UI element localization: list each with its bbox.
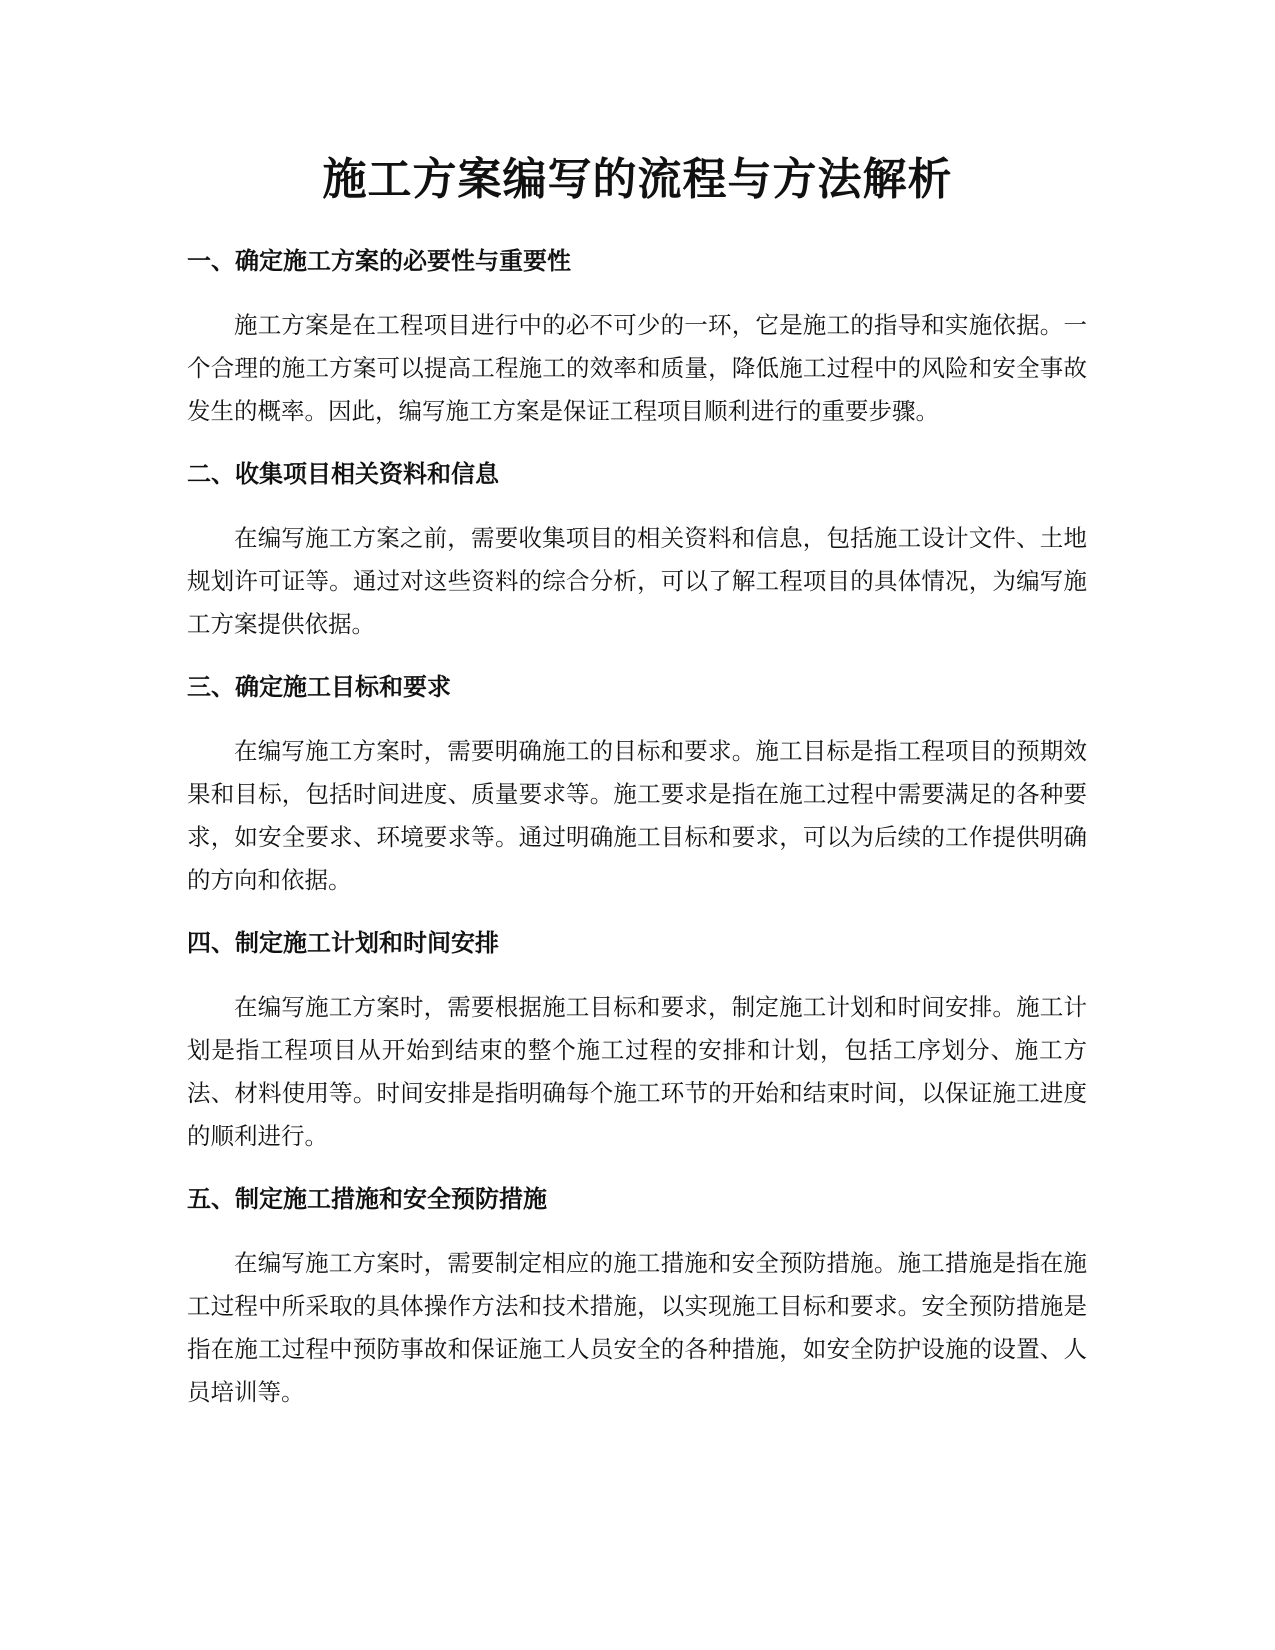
section-heading: 三、确定施工目标和要求 [187, 673, 451, 701]
document-body [187, 244, 1087, 1438]
section-paragraph: 在编写施工方案之前，需要收集项目的相关资料和信息，包括施工设计文件、土地规划许可证等。通过对这些资料的综合分析，可以了解工程项目的具体情况，为编写施工方案提供依据。 [187, 524, 1087, 638]
section-heading: 一、确定施工方案的必要性与重要性 [187, 247, 571, 275]
section-heading: 二、收集项目相关资料和信息 [187, 460, 499, 488]
section-paragraph: 在编写施工方案时，需要制定相应的施工措施和安全预防措施。施工措施是指在施工过程中所采取的具体操作方法和技术措施，以实现施工目标和要求。安全预防措施是指在施工过程中预防事故和保证施工人员安全的各种措施，如安全防护设施的设置、人员培训等。 [187, 1249, 1087, 1406]
section-5 [187, 1182, 1087, 1414]
section-4 [187, 926, 1087, 1158]
section-3 [187, 670, 1087, 902]
section-paragraph: 在编写施工方案时，需要明确施工的目标和要求。施工目标是指工程项目的预期效果和目标，包括时间进度、质量要求等。施工要求是指在施工过程中需要满足的各种要求，如安全要求、环境要求等。通过明确施工目标和要求，可以为后续的工作提供明确的方向和依据。 [187, 737, 1087, 894]
section-paragraph: 施工方案是在工程项目进行中的必不可少的一环，它是施工的指导和实施依据。一个合理的施工方案可以提高工程施工的效率和质量，降低施工过程中的风险和安全事故发生的概率。因此，编写施工方案是保证工程项目顺利进行的重要步骤。 [187, 311, 1087, 425]
section-2 [187, 457, 1087, 646]
section-heading: 五、制定施工措施和安全预防措施 [187, 1185, 547, 1213]
page-title: 施工方案编写的流程与方法解析 [322, 154, 953, 205]
section-paragraph: 在编写施工方案时，需要根据施工目标和要求，制定施工计划和时间安排。施工计划是指工程项目从开始到结束的整个施工过程的安排和计划，包括工序划分、施工方法、材料使用等。时间安排是指明确每个施工环节的开始和结束时间，以保证施工进度的顺利进行。 [187, 993, 1087, 1150]
section-heading: 四、制定施工计划和时间安排 [187, 929, 499, 957]
section-1 [187, 244, 1087, 433]
